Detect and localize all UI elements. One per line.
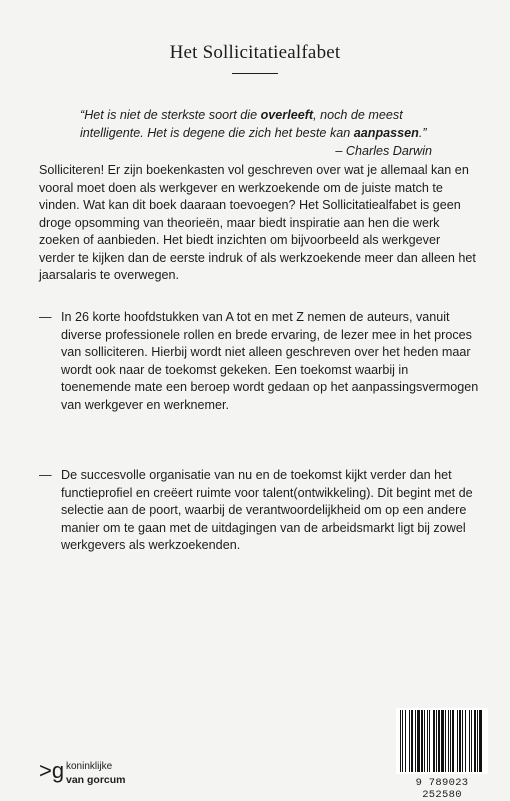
isbn-number: 9 789023 252580 (415, 777, 469, 801)
intro-paragraph: Solliciteren! Er zijn boekenkasten vol geschreven over wat je allemaal kan en vooral moet doen als werkgever en werkzoekende om de juiste match te vinden. Wat kan dit boek daaraan toevoegen? Het Sollicitatiealfabet is geen droge opsomming van theorieën, maar biedt inspiratie aan hen die werk zoeken of aanbieden. Het biedt inzichten om bijvoorbeeld als werkgever verder te kijken dan de eerste indruk of als werkzoekende meer dan alleen het jaarsalaris te overwegen. (39, 163, 476, 282)
book-title: Het Sollicitatiealfabet (169, 42, 341, 63)
quote-text-3: .” (418, 126, 427, 140)
barcode-bars-icon (396, 708, 488, 774)
publisher-mark-icon: >g (39, 758, 65, 783)
bullet-text: In 26 korte hoofdstukken van A tot en met Z nemen de auteurs, vanuit diverse professionele rollen en brede ervaring, de lezer mee in het proces van solliciteren. Hierbij wordt niet alleen geschreven over het heden maar wordt ook naar de toekomst gekeken. Een toekomst waarbij in toenemende mate een beroep wordt gedaan op het aanpassingsvermogen van werkgever en werknemer. (61, 310, 479, 412)
darwin-quote (80, 106, 440, 160)
quote-text-1: “Het is niet de sterkste soort die (80, 108, 261, 122)
quote-author: – Charles Darwin (335, 144, 432, 158)
bullet-paragraph-1 (39, 309, 479, 414)
quote-bold-1: overleeft (260, 108, 314, 122)
bullet-dash: — (39, 468, 52, 482)
publisher-logo (39, 760, 149, 790)
isbn-barcode (396, 708, 488, 801)
bullet-dash: — (39, 310, 52, 324)
bullet-paragraph-2 (39, 467, 479, 555)
quote-bold-2: aanpassen (353, 126, 419, 140)
bullet-text: De succesvolle organisatie van nu en de toekomst kijkt verder dan het functieprofiel en creëert ruimte voor talent(ontwikkeling). Dit begint met de selectie aan de poort, waarbij de verantwoordelijkheid om op een andere manier om te gaan met de uitdagingen van de arbeidsmarkt ligt bij zowel werkgevers als werkzoekenden. (61, 468, 473, 552)
quote-text-2: , noch de meest intelligente. Het is degene die zich het beste kan (80, 108, 403, 140)
publisher-line-2: van gorcum (66, 774, 126, 786)
publisher-line-1: koninklijke (66, 761, 113, 772)
title-divider (232, 73, 278, 74)
